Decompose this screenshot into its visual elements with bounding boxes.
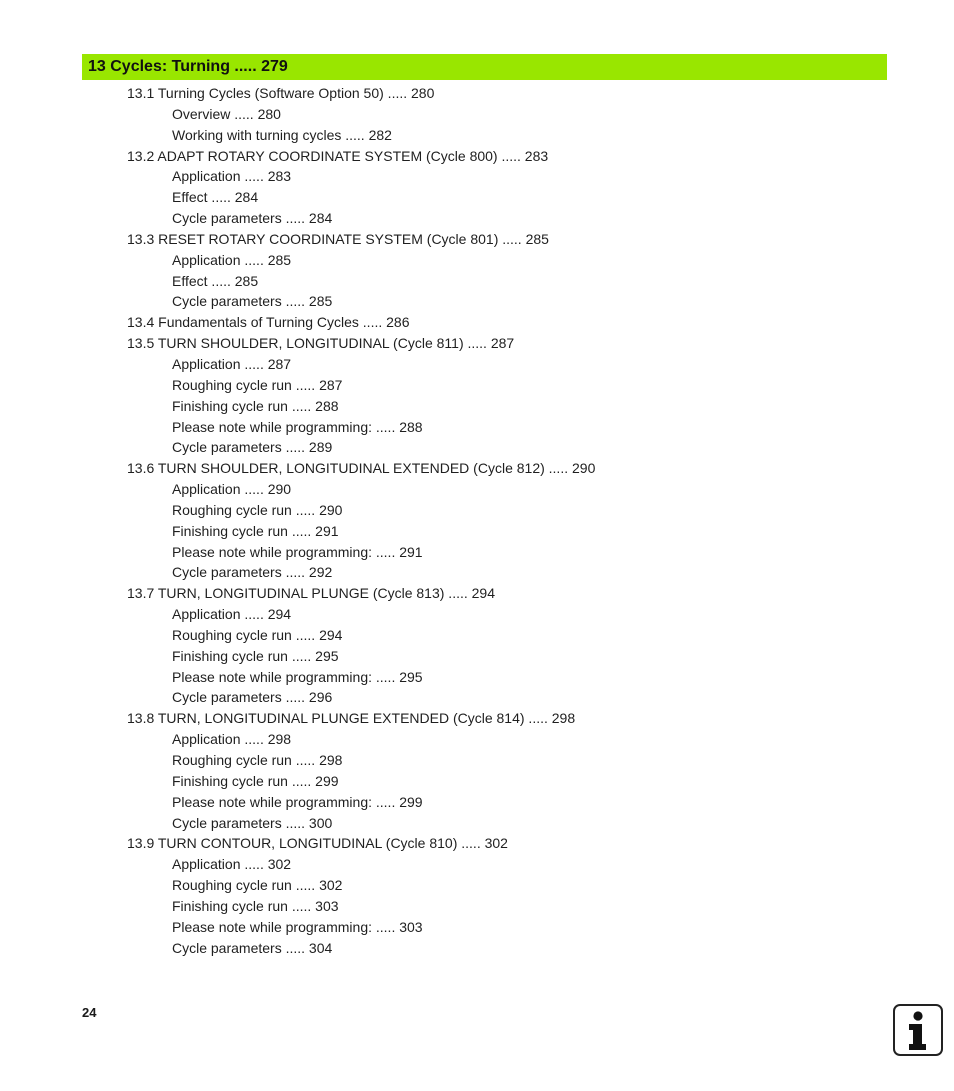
toc-section-entry[interactable]: 13.3 RESET ROTARY COORDINATE SYSTEM (Cycle 801) ..... 285 <box>127 230 549 247</box>
toc-subsection-entry[interactable]: Please note while programming: ..... 299 <box>172 793 423 810</box>
toc-subsection-entry[interactable]: Please note while programming: ..... 303 <box>172 918 423 935</box>
toc-subsection-entry[interactable]: Finishing cycle run ..... 291 <box>172 522 339 539</box>
toc-subsection-entry[interactable]: Roughing cycle run ..... 287 <box>172 376 343 393</box>
toc-section-entry[interactable]: 13.2 ADAPT ROTARY COORDINATE SYSTEM (Cycle 800) ..... 283 <box>127 147 549 164</box>
toc-subsection-entry[interactable]: Roughing cycle run ..... 294 <box>172 626 343 643</box>
toc-subsection-entry[interactable]: Application ..... 290 <box>172 481 292 498</box>
toc-subsection-entry[interactable]: Finishing cycle run ..... 288 <box>172 397 339 414</box>
toc-subsection-entry[interactable]: Cycle parameters ..... 292 <box>172 564 333 581</box>
toc-subsection-entry[interactable]: Working with turning cycles ..... 282 <box>172 126 392 143</box>
toc-subsection-entry[interactable]: Application ..... 287 <box>172 355 292 372</box>
toc-subsection-entry[interactable]: Finishing cycle run ..... 295 <box>172 647 339 664</box>
toc-subsection-entry[interactable]: Application ..... 302 <box>172 856 292 873</box>
toc-subsection-entry[interactable]: Cycle parameters ..... 289 <box>172 439 333 456</box>
toc-subsection-entry[interactable]: Finishing cycle run ..... 299 <box>172 772 339 789</box>
toc-subsection-entry[interactable]: Application ..... 298 <box>172 731 292 748</box>
toc-subsection-entry[interactable]: Effect ..... 285 <box>172 272 259 289</box>
toc-subsection-entry[interactable]: Effect ..... 284 <box>172 189 259 206</box>
toc-subsection-entry[interactable]: Finishing cycle run ..... 303 <box>172 897 339 914</box>
toc-section-entry[interactable]: 13.5 TURN SHOULDER, LONGITUDINAL (Cycle 811) ..... 287 <box>127 335 515 352</box>
table-of-contents <box>0 83 954 958</box>
toc-subsection-entry[interactable]: Roughing cycle run ..... 290 <box>172 501 343 518</box>
toc-section-entry[interactable]: 13.9 TURN CONTOUR, LONGITUDINAL (Cycle 810) ..... 302 <box>127 835 508 852</box>
toc-subsection-entry[interactable]: Cycle parameters ..... 284 <box>172 210 333 227</box>
toc-section-entry[interactable]: 13.7 TURN, LONGITUDINAL PLUNGE (Cycle 813) ..... 294 <box>127 585 496 602</box>
toc-subsection-entry[interactable]: Application ..... 283 <box>172 168 292 185</box>
toc-subsection-entry[interactable]: Cycle parameters ..... 296 <box>172 689 333 706</box>
toc-subsection-entry[interactable]: Application ..... 285 <box>172 251 292 268</box>
toc-subsection-entry[interactable]: Roughing cycle run ..... 298 <box>172 752 343 768</box>
toc-subsection-entry[interactable]: Overview ..... 280 <box>172 105 281 122</box>
toc-section-entry[interactable]: 13.1 Turning Cycles (Software Option 50) ..... 280 <box>127 85 435 101</box>
chapter-heading: 13 Cycles: Turning ..... 279 <box>82 54 887 80</box>
toc-section-entry[interactable]: 13.8 TURN, LONGITUDINAL PLUNGE EXTENDED (Cycle 814) ..... 298 <box>127 710 576 727</box>
toc-subsection-entry[interactable]: Cycle parameters ..... 285 <box>172 293 333 310</box>
toc-section-entry[interactable]: 13.6 TURN SHOULDER, LONGITUDINAL EXTENDED (Cycle 812) ..... 290 <box>127 460 596 477</box>
toc-subsection-entry[interactable]: Cycle parameters ..... 300 <box>172 814 333 831</box>
page-number: 24 <box>82 1005 97 1020</box>
toc-section-entry[interactable]: 13.4 Fundamentals of Turning Cycles ..... 286 <box>127 314 410 331</box>
toc-subsection-entry[interactable]: Roughing cycle run ..... 302 <box>172 877 343 894</box>
toc-subsection-entry[interactable]: Please note while programming: ..... 295 <box>172 668 423 685</box>
toc-subsection-entry[interactable]: Please note while programming: ..... 291 <box>172 543 423 560</box>
toc-subsection-entry[interactable]: Application ..... 294 <box>172 606 292 623</box>
toc-subsection-entry[interactable]: Cycle parameters ..... 304 <box>172 939 333 956</box>
toc-subsection-entry[interactable]: Please note while programming: ..... 288 <box>172 418 423 435</box>
info-icon <box>893 1004 943 1056</box>
